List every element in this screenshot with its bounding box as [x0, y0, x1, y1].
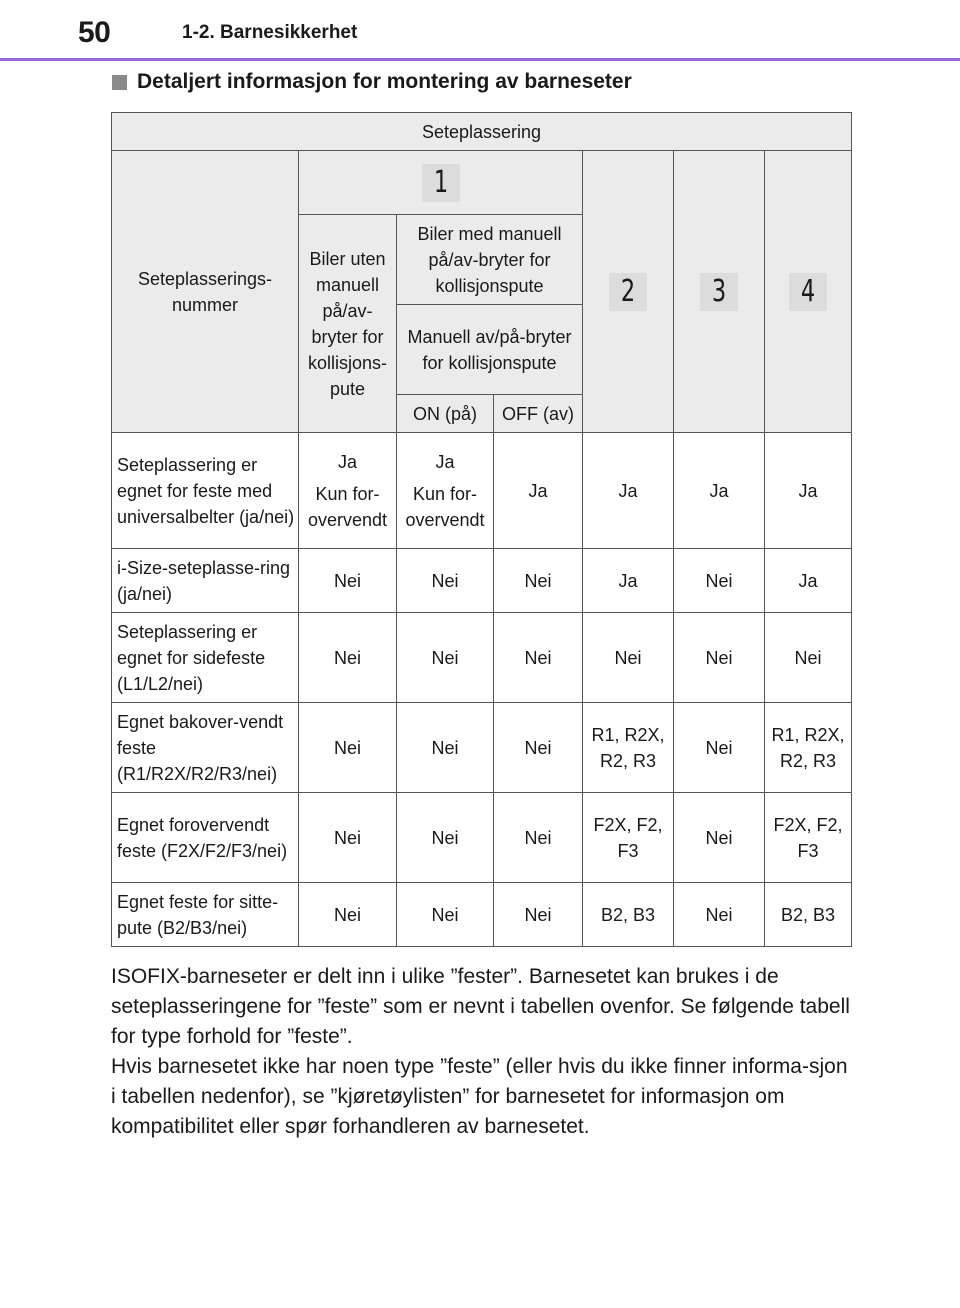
seat-2-header: [583, 151, 674, 433]
table-cell: Nei: [494, 793, 583, 883]
table-cell: Nei: [397, 703, 494, 793]
on-header: ON (på): [397, 395, 494, 433]
table-cell: Nei: [674, 793, 765, 883]
row-label: Seteplassering er egnet for sidefeste (L1/L2/nei): [112, 613, 299, 703]
table-cell: Nei: [674, 703, 765, 793]
table-cell: Nei: [299, 703, 397, 793]
off-header: OFF (av): [494, 395, 583, 433]
table-cell: F2X, F2, F3: [765, 793, 852, 883]
row-label: Seteplassering er egnet for feste med universalbelter (ja/nei): [112, 433, 299, 549]
table-row: [112, 433, 852, 549]
seat-1-header: [299, 151, 583, 215]
seat-4-header: [765, 151, 852, 433]
table-cell: Ja Kun for-overvendt: [299, 433, 397, 549]
table-row: [112, 613, 852, 703]
table-cell: Ja: [583, 549, 674, 613]
header-divider: [0, 58, 960, 61]
table-cell: Nei: [583, 613, 674, 703]
table-cell: Nei: [494, 703, 583, 793]
seat-number-label: Seteplasserings-nummer: [112, 151, 299, 433]
row-label: Egnet bakover-vendt feste (R1/R2X/R2/R3/nei): [112, 703, 299, 793]
table-cell: Ja Kun for-overvendt: [397, 433, 494, 549]
body-text: [111, 962, 851, 1142]
seat-number-1: 1: [422, 164, 460, 202]
table-cell: Ja: [674, 433, 765, 549]
table-cell: Nei: [494, 613, 583, 703]
seat-number-2: 2: [609, 273, 647, 311]
page-number: 50: [78, 16, 111, 49]
row-label: Egnet forovervendt feste (F2X/F2/F3/nei): [112, 793, 299, 883]
row-label: Egnet feste for sitte-pute (B2/B3/nei): [112, 883, 299, 947]
table-row: [112, 883, 852, 947]
table-cell: Nei: [494, 549, 583, 613]
seat-number-4: 4: [789, 273, 827, 311]
table-cell: B2, B3: [765, 883, 852, 947]
section-heading: [112, 70, 632, 94]
table-row: [112, 793, 852, 883]
table-cell: R1, R2X, R2, R3: [583, 703, 674, 793]
row-label: i-Size-seteplasse-ring (ja/nei): [112, 549, 299, 613]
table-row: [112, 703, 852, 793]
seat-3-header: [674, 151, 765, 433]
section-title-text: Detaljert informasjon for montering av barneseter: [137, 70, 632, 93]
paragraph-vehicle-list: Hvis barnesetet ikke har noen type ”feste” (eller hvis du ikke finner informa-sjon i tabellen nedenfor), se ”kjøretøylisten” for barnesetet for informasjon om kompatibilitet eller spør forhandleren av barnesetet.: [111, 1055, 848, 1138]
table-cell: Ja: [765, 433, 852, 549]
table-cell: Nei: [765, 613, 852, 703]
table-row: [112, 549, 852, 613]
table-cell: Ja: [494, 433, 583, 549]
table-cell: Nei: [674, 883, 765, 947]
seat-placement-table: [111, 112, 852, 947]
paragraph-isofix: ISOFIX-barneseter er delt inn i ulike ”fester”. Barnesetet kan brukes i de seteplasseringene for ”feste” som er nevnt i tabellen ovenfor. Se følgende tabell for type forhold for ”feste”.: [111, 965, 850, 1048]
table-cell: Nei: [674, 549, 765, 613]
seat-number-3: 3: [700, 273, 738, 311]
table-cell: Nei: [674, 613, 765, 703]
table-cell: Nei: [299, 549, 397, 613]
table-cell: Ja: [765, 549, 852, 613]
square-bullet-icon: [112, 75, 127, 90]
chapter-title: 1-2. Barnesikkerhet: [182, 22, 358, 43]
table-cell: Nei: [397, 549, 494, 613]
table-cell: Nei: [397, 883, 494, 947]
table-cell: Nei: [299, 793, 397, 883]
with-switch-header: Biler med manuell på/av-bryter for kollisjonspute: [397, 215, 583, 305]
table-cell: Ja: [583, 433, 674, 549]
table-cell: B2, B3: [583, 883, 674, 947]
table-cell: Nei: [397, 793, 494, 883]
seat-placement-header: Seteplassering: [112, 113, 852, 151]
table-cell: Nei: [494, 883, 583, 947]
table-cell: Nei: [299, 883, 397, 947]
table-cell: F2X, F2, F3: [583, 793, 674, 883]
table-cell: Nei: [397, 613, 494, 703]
without-switch-header: Biler uten manuell på/av-bryter for kollisjons-pute: [299, 215, 397, 433]
table-cell: R1, R2X, R2, R3: [765, 703, 852, 793]
table-cell: Nei: [299, 613, 397, 703]
switch-header: Manuell av/på-bryter for kollisjonspute: [397, 305, 583, 395]
